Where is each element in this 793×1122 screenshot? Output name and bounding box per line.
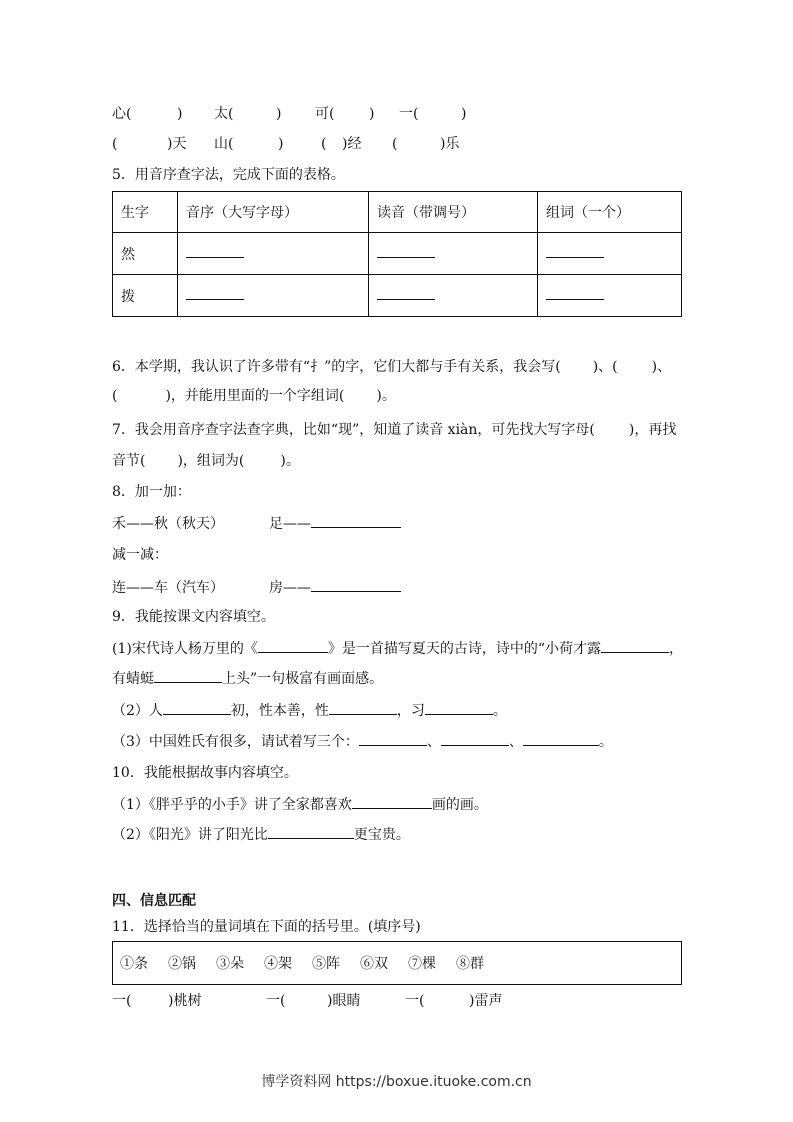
q5-title: 5．用音序查字法，完成下面的表格。	[112, 167, 345, 183]
q9-part-2: （2）人 初，性本善，性 ，习 。	[112, 700, 507, 721]
q11-title: 11．选择恰当的量词填在下面的括号里。(填序号)	[112, 919, 421, 935]
answer-blank[interactable]	[311, 577, 401, 592]
char-row-1: 心( ) 太( ) 可( ) 一( )	[112, 106, 467, 122]
table-cell-char: 拨	[113, 275, 178, 317]
answer-blank[interactable]	[369, 275, 538, 317]
char-row-2: ( )天 山( ) ( )经 ( )乐	[112, 136, 460, 152]
option-item: ②锅	[168, 956, 196, 972]
answer-blank[interactable]	[268, 824, 354, 839]
answer-blank[interactable]	[311, 513, 401, 528]
answer-blank[interactable]	[178, 275, 369, 317]
answer-blank[interactable]	[359, 731, 427, 746]
table-header-row	[113, 192, 682, 233]
option-item: ①条	[120, 956, 148, 972]
options-list	[120, 953, 504, 973]
q8-title: 8．加一加：	[112, 484, 191, 500]
answer-blank[interactable]	[352, 794, 432, 809]
q11-items: 一( )桃树 一( )眼睛 一( )雷声	[112, 993, 503, 1009]
measure-word-options-box	[112, 941, 682, 985]
option-item: ③朵	[216, 956, 244, 972]
q9-part-3: （3）中国姓氏有很多，请试着写三个： 、 、 。	[112, 731, 613, 752]
footer-watermark: 博学资料网 https://boxue.ituoke.com.cn	[261, 1074, 532, 1090]
section-heading: 四、信息匹配	[112, 893, 196, 909]
answer-blank[interactable]	[523, 731, 599, 746]
q8-sub-title: 减一减：	[112, 547, 168, 563]
answer-blank[interactable]	[601, 638, 669, 653]
table-header: 生字	[113, 192, 178, 233]
q10-title: 10．我能根据故事内容填空。	[112, 765, 298, 781]
q6-line-1: 6．本学期，我认识了许多带有“扌”的字，它们大都与手有关系，我会写( )、( )、	[112, 359, 672, 375]
option-item: ⑧群	[456, 956, 484, 972]
option-item: ⑥双	[360, 956, 388, 972]
option-item: ⑦棵	[408, 956, 436, 972]
table-header: 读音（带调号）	[369, 192, 538, 233]
option-item: ⑤阵	[312, 956, 340, 972]
answer-blank[interactable]	[538, 233, 682, 275]
q7-line-1: 7．我会用音序查字法查字典，比如“现”，知道了读音 xiàn，可先找大写字母( )，再找	[112, 422, 677, 438]
q8-add-line: 禾——秋（秋天） 足——	[112, 513, 401, 534]
pinyin-table	[112, 191, 682, 317]
q7-line-2: 音节( )，组词为( )。	[112, 453, 300, 469]
answer-blank[interactable]	[163, 700, 231, 715]
option-item: ④架	[264, 956, 292, 972]
table-header: 音序（大写字母）	[178, 192, 369, 233]
q10-part-1: （1）《胖乎乎的小手》讲了全家都喜欢 画的画。	[112, 794, 488, 815]
table-row	[113, 233, 682, 275]
answer-blank[interactable]	[425, 700, 493, 715]
answer-blank[interactable]	[258, 638, 328, 653]
q9-title: 9．我能按课文内容填空。	[112, 609, 275, 625]
q8-sub-line: 连——车（汽车） 房——	[112, 577, 401, 598]
answer-blank[interactable]	[369, 233, 538, 275]
answer-blank[interactable]	[441, 731, 509, 746]
q9-part-1: (1)宋代诗人杨万里的《 》是一首描写夏天的古诗，诗中的“小荷才露 ，	[112, 638, 683, 659]
table-header: 组词（一个）	[538, 192, 682, 233]
table-cell-char: 然	[113, 233, 178, 275]
q10-part-2: （2）《阳光》讲了阳光比 更宝贵。	[112, 824, 410, 845]
table-row	[113, 275, 682, 317]
answer-blank[interactable]	[538, 275, 682, 317]
answer-blank[interactable]	[178, 233, 369, 275]
answer-blank[interactable]	[154, 668, 222, 683]
q6-line-2: ( )，并能用里面的一个字组词( )。	[112, 388, 396, 404]
answer-blank[interactable]	[329, 700, 397, 715]
q9-part-1-cont: 有蜻蜓 上头”一句极富有画面感。	[112, 668, 383, 689]
